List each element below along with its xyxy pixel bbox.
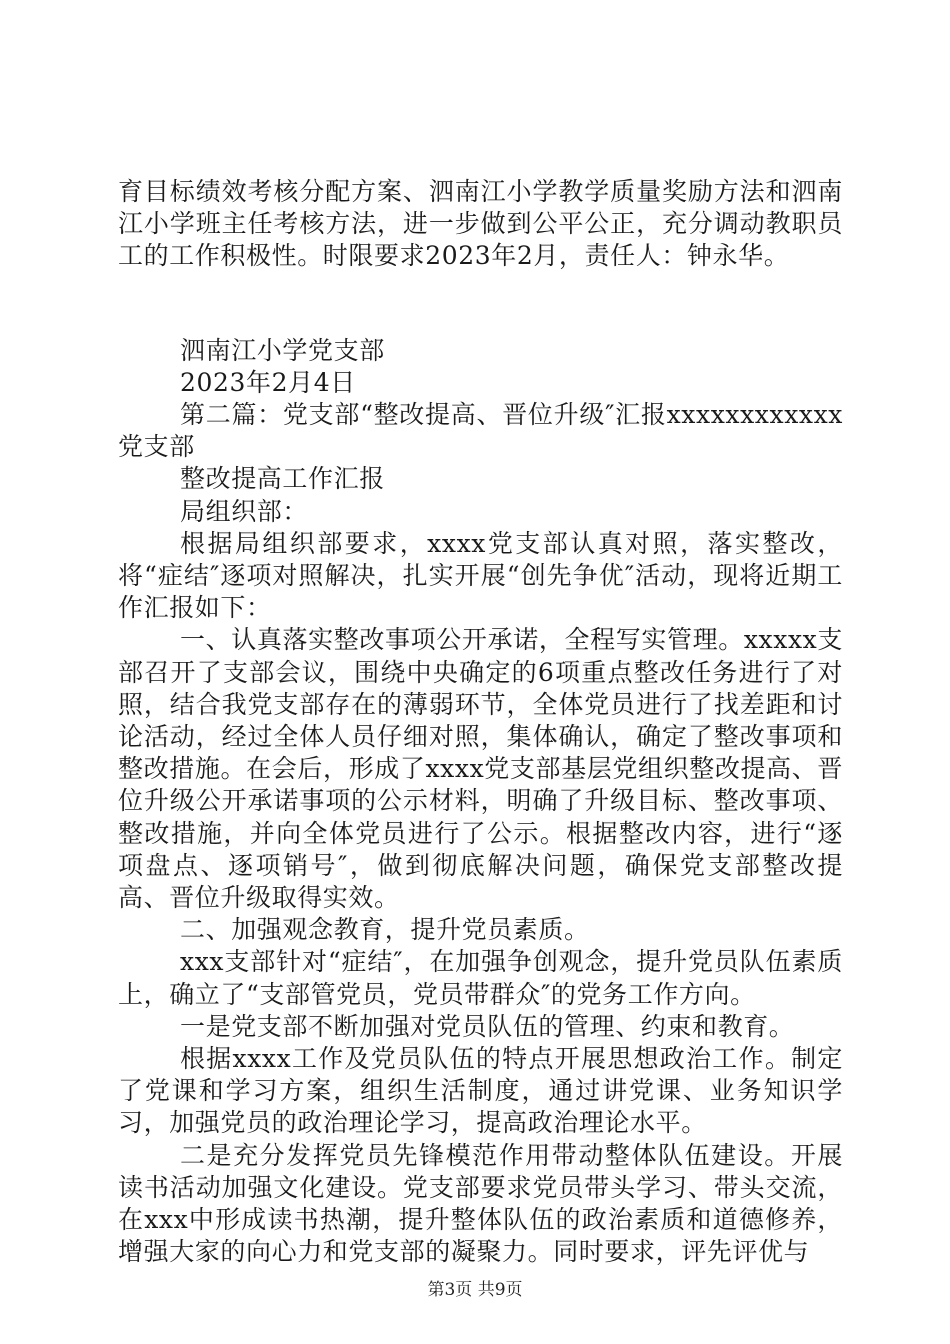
paragraph-intro: 根据局组织部要求，xxxx党支部认真对照，落实整改，将“症结″逐项对照解决，扎实开展“创先争优″活动，现将近期工作汇报如下：: [118, 528, 843, 623]
point-one-paragraph: 根据xxxx工作及党员队伍的特点开展思想政治工作。制定了党课和学习方案，组织生活制度，通过讲党课、业务知识学习，加强党员的政治理论学习，提高政治理论水平。: [118, 1044, 843, 1138]
continued-paragraph: 育目标绩效考核分配方案、泗南江小学教学质量奖励方法和泗南江小学班主任考核方法，进一步做到公平公正，充分调动教职员工的工作积极性。时限要求2023年2月，责任人：钟永华。: [118, 177, 843, 271]
document-body: [118, 176, 843, 1269]
point-one-heading: 一是党支部不断加强对党员队伍的管理、约束和教育。: [180, 1011, 795, 1041]
second-article-title: 第二篇：党支部“整改提高、晋位升级″汇报xxxxxxxxxxxx党支部: [118, 400, 843, 462]
page-number-footer: 第3页 共9页: [427, 1280, 523, 1300]
paragraph-section-one: 一、认真落实整改事项公开承诺，全程写实管理。xxxxx支部召开了支部会议，围绕中央确定的6项重点整改任务进行了对照，结合我党支部存在的薄弱环节，全体党员进行了找差距和讨论活动，经过全体人员仔细对照，集体确认，确定了整改事项和整改措施。在会后，形成了xxxx党支部基层党组织整改提高、晋位升级公开承诺事项的公示材料，明确了升级目标、整改事项、整改措施，并向全体党员进行了公示。根据整改内容，进行“逐项盘点、逐项销号″，做到彻底解决问题，确保党支部整改提高、晋位升级取得实效。: [118, 625, 843, 913]
addressee: 局组织部：: [180, 496, 309, 526]
signature-date: 2023年2月4日: [180, 367, 356, 397]
paragraph-section-two: xxx支部针对“症结″，在加强争创观念，提升党员队伍素质上，确立了“支部管党员，党员带群众″的党务工作方向。: [118, 947, 843, 1009]
heading-section-two: 二、加强观念教育，提升党员素质。: [180, 915, 590, 945]
signature-org: 泗南江小学党支部: [180, 335, 385, 365]
paragraph-gap: [118, 273, 843, 335]
point-two-paragraph: 二是充分发挥党员先锋模范作用带动整体队伍建设。开展读书活动加强文化建设。党支部要求党员带头学习、带头交流，在xxx中形成读书热潮，提升整体队伍的政治素质和道德修养，增强大家的向心力和党支部的凝聚力。同时要求，评先评优与: [118, 1140, 843, 1267]
report-title: 整改提高工作汇报: [180, 464, 385, 494]
